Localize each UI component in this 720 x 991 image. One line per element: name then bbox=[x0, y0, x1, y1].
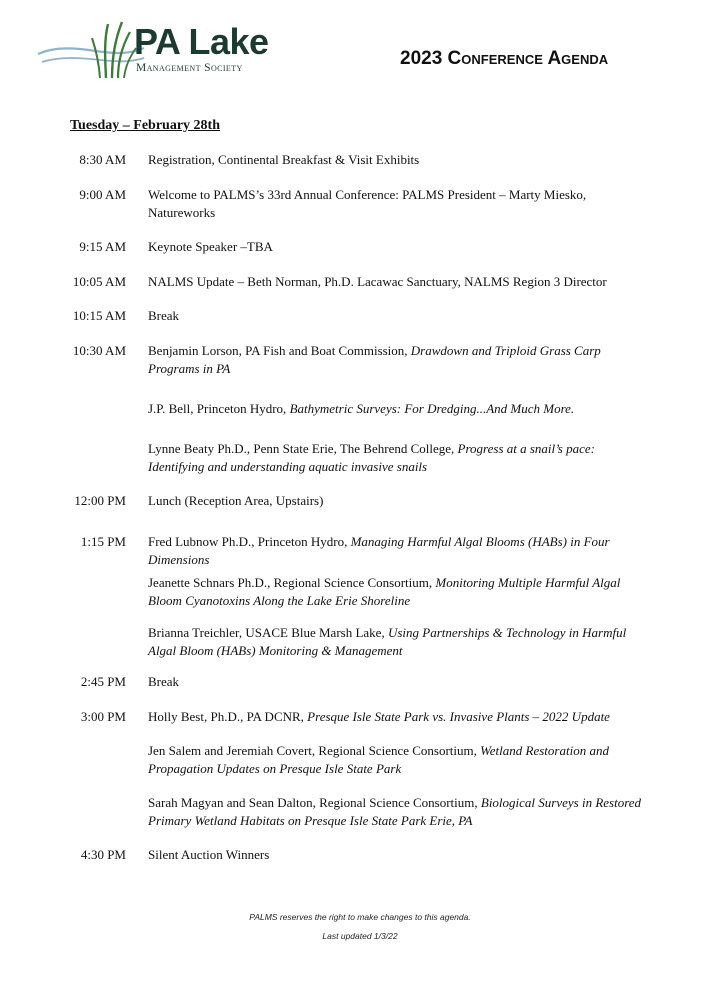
agenda-entry: Brianna Treichler, USACE Blue Marsh Lake, Using Partnerships & Technology in Harmful Algal Bloom (HABs) Monitoring & Management bbox=[148, 625, 627, 658]
agenda-time: 9:00 AM bbox=[79, 187, 126, 202]
agenda-entry: Welcome to PALMS’s 33rd Annual Conference: PALMS President – Marty Miesko, Natureworks bbox=[148, 187, 587, 220]
palms-logo bbox=[36, 18, 276, 82]
agenda-time: 2:45 PM bbox=[80, 674, 126, 689]
agenda-entry: J.P. Bell, Princeton Hydro, Bathymetric Surveys: For Dredging...And Much More. bbox=[148, 401, 575, 416]
agenda-time: 3:00 PM bbox=[80, 709, 126, 724]
agenda-time: 1:15 PM bbox=[80, 534, 126, 549]
lake-grass-logo-icon bbox=[36, 18, 146, 82]
footer-disclaimer: PALMS reserves the right to make changes to this agenda. bbox=[249, 912, 471, 922]
agenda-time: 4:30 PM bbox=[80, 847, 126, 862]
agenda-entry: Holly Best, Ph.D., PA DCNR, Presque Isle State Park vs. Invasive Plants – 2022 Update bbox=[148, 709, 610, 724]
agenda-entry: NALMS Update – Beth Norman, Ph.D. Lacawac Sanctuary, NALMS Region 3 Director bbox=[148, 274, 607, 289]
agenda-entry: Lynne Beaty Ph.D., Penn State Erie, The Behrend College, Progress at a snail’s pace: Identifying and understanding aquatic invasive snails bbox=[148, 441, 595, 474]
agenda-entry: Lunch (Reception Area, Upstairs) bbox=[148, 493, 324, 508]
day-heading: Tuesday – February 28th bbox=[70, 118, 221, 133]
agenda-time: 12:00 PM bbox=[74, 493, 126, 508]
agenda-entry: Registration, Continental Breakfast & Visit Exhibits bbox=[148, 152, 420, 167]
agenda-time: 8:30 AM bbox=[79, 152, 126, 167]
logo-name: PA Lake bbox=[134, 21, 269, 62]
agenda-entry: Benjamin Lorson, PA Fish and Boat Commission, Drawdown and Triploid Grass Carp Programs in PA bbox=[148, 343, 601, 376]
agenda-entry: Break bbox=[148, 674, 180, 689]
agenda-entry: Keynote Speaker –TBA bbox=[148, 239, 273, 254]
agenda-entry: Break bbox=[148, 308, 180, 323]
logo-subtitle: Management Society bbox=[136, 62, 243, 74]
agenda-entry: Jen Salem and Jeremiah Covert, Regional Science Consortium, Wetland Restoration and Propagation Updates on Presque Isle State Park bbox=[148, 743, 609, 776]
agenda-time: 10:15 AM bbox=[72, 308, 126, 323]
footer-last-updated: Last updated 1/3/22 bbox=[322, 931, 398, 941]
agenda-entry: Fred Lubnow Ph.D., Princeton Hydro, Managing Harmful Algal Blooms (HABs) in Four Dimensions bbox=[148, 534, 610, 567]
agenda-time: 10:05 AM bbox=[72, 274, 126, 289]
agenda-time: 9:15 AM bbox=[79, 239, 126, 254]
document-title: 2023 Conference Agenda bbox=[400, 48, 609, 69]
agenda-entry: Sarah Magyan and Sean Dalton, Regional Science Consortium, Biological Surveys in Restored Primary Wetland Habitats on Presque Isle State Park Erie, PA bbox=[148, 795, 642, 828]
agenda-time: 10:30 AM bbox=[72, 343, 126, 358]
agenda-entry: Jeanette Schnars Ph.D., Regional Science Consortium, Monitoring Multiple Harmful Algal Bloom Cyanotoxins Along the Lake Erie Shoreline bbox=[148, 575, 621, 608]
agenda-entry: Silent Auction Winners bbox=[148, 847, 270, 862]
